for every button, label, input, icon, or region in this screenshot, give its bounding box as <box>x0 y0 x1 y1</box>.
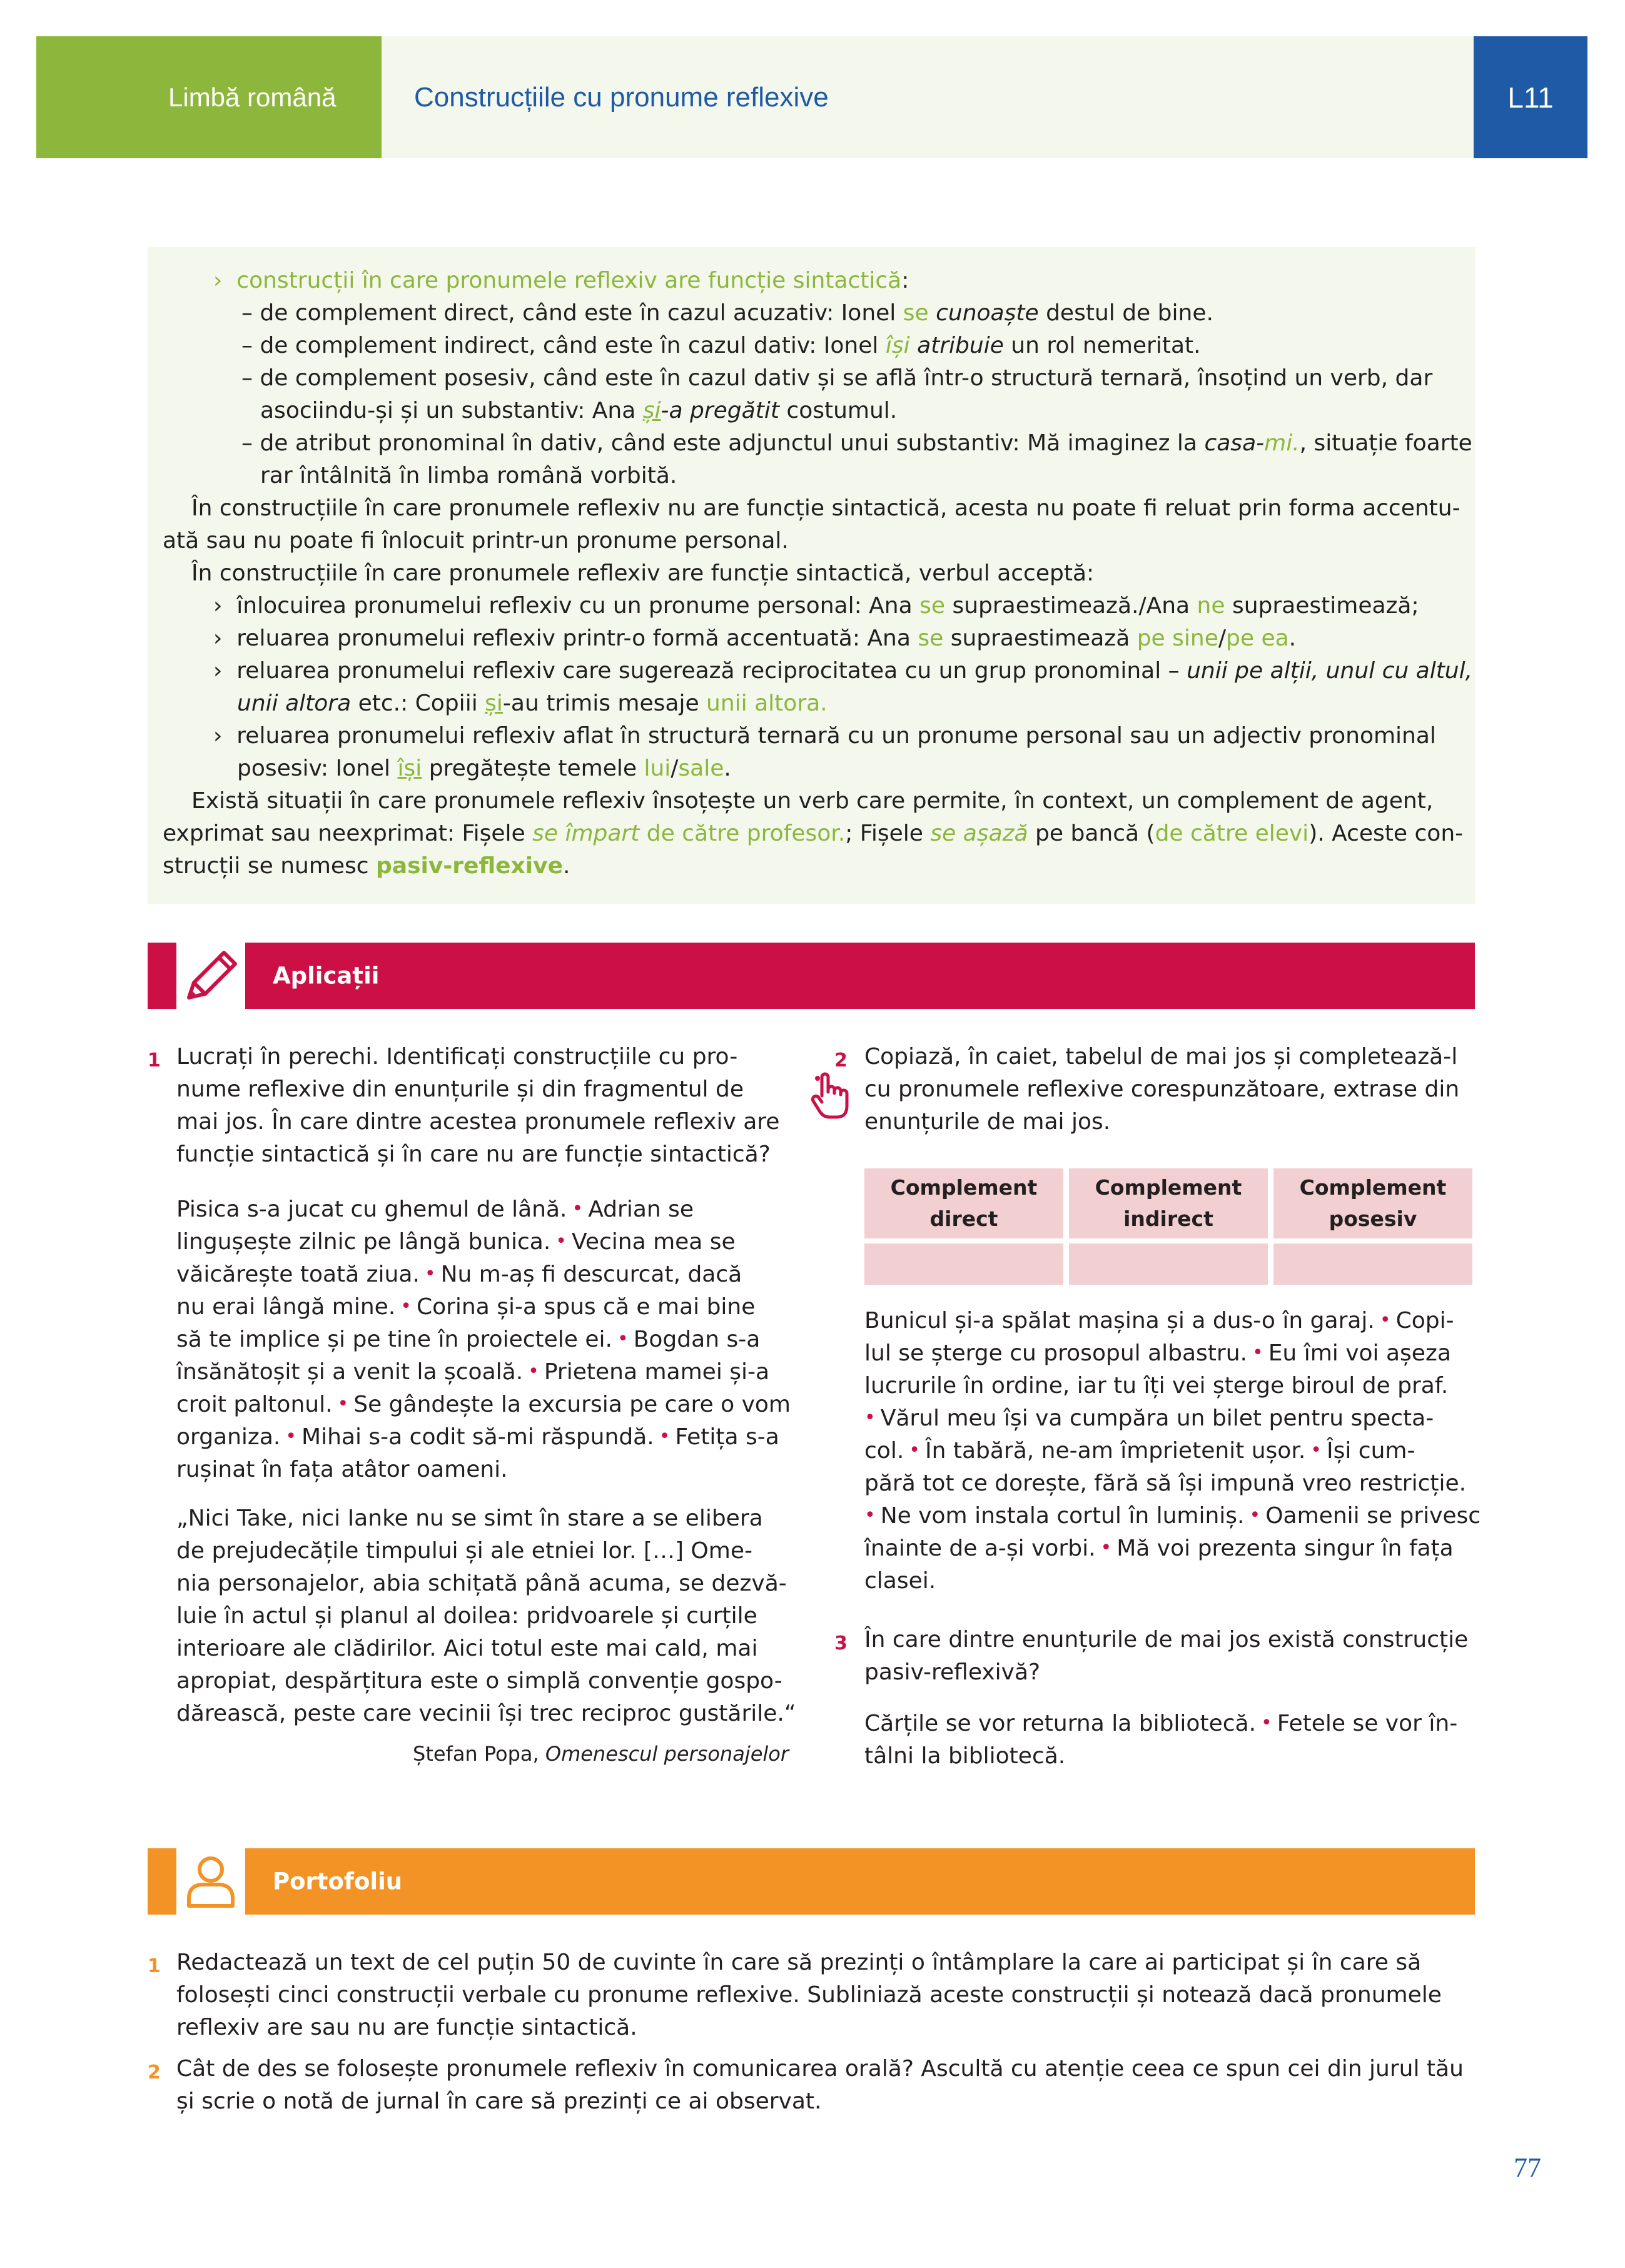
portofoliu-line: Cât de des se folosește pronumele reflexiv în comunicarea orală? Ascultă cu atenție ceea ce spun cei din jurul tău <box>176 2056 1464 2082</box>
theory-line: – de complement direct, când este în cazul acuzativ: Ionel se cunoaște destul de bine. <box>241 300 1213 326</box>
exercise-question-line: funcție sintactică și în care nu are funcție sintactică? <box>176 1142 771 1167</box>
theory-line: posesiv: Ionel își pregătește temele lui/sale. <box>237 756 731 781</box>
theory-box <box>148 247 1475 904</box>
portofoliu-line: folosești cinci construcții verbale cu pronume reflexive. Subliniază aceste construcții și notează dacă pronumele <box>176 1982 1442 2008</box>
theory-line: – de complement posesiv, când este în cazul dativ și se află într-o structură ternară, însoțind un verb, dar <box>241 365 1433 391</box>
quote-line: luie în actul și planul al doilea: pridvoarele și curțile <box>176 1603 757 1629</box>
exercise-number: 2 <box>834 1050 848 1071</box>
sentence-line: clasei. <box>864 1568 936 1594</box>
sentence-line: să te implice și pe tine în proiectele ei. • Bogdan s-a <box>176 1327 761 1352</box>
exercise-question-line: În care dintre enunțurile de mai jos există construcție <box>864 1627 1469 1653</box>
lesson-code: L11 <box>1507 81 1554 114</box>
table-cell <box>864 1243 1063 1285</box>
subject-tab <box>36 36 382 158</box>
sentence-line: col. • În tabără, ne-am împrietenit ușor. • Își cum- <box>864 1438 1415 1464</box>
aplicatii-section-header <box>148 943 1475 1009</box>
theory-line: › reluarea pronumelui reflexiv care sugerează reciprocitatea cu un grup pronominal – unii pe alții, unul cu altul, <box>213 658 1473 684</box>
quote-line: nia personajelor, abia schițată până acuma, se dezvă- <box>176 1571 787 1596</box>
table-cell <box>1273 1243 1472 1285</box>
exercise-question-line: cu pronumele reflexive corespunzătoare, extrase din <box>864 1076 1460 1102</box>
portofoliu-title: Portofoliu <box>273 1868 403 1895</box>
sentence-line: nu erai lângă mine. • Corina și-a spus că e mai bine <box>176 1294 756 1320</box>
table-header: Complement indirect <box>1069 1168 1268 1238</box>
sentence-line: Cărțile se vor returna la bibliotecă. • Fetele se vor în- <box>864 1711 1458 1736</box>
pencil-icon <box>176 943 245 1009</box>
theory-line: În construcțiile în care pronumele reflexiv nu are funcție sintactică, acesta nu poate fi reluat prin forma accentu- <box>191 495 1460 521</box>
portofoliu-number: 2 <box>148 2062 161 2083</box>
exercise-question-line: mai jos. În care dintre acestea pronumele reflexiv are <box>176 1109 780 1135</box>
table-header: Complement posesiv <box>1273 1168 1472 1238</box>
table-cell <box>1069 1243 1268 1285</box>
quote-line: apropiat, despărțitura este o simplă convenție gospo- <box>176 1668 782 1694</box>
table-header: Complement direct <box>864 1168 1063 1238</box>
theory-line: În construcțiile în care pronumele reflexiv are funcție sintactică, verbul acceptă: <box>191 560 1095 586</box>
theory-line: › reluarea pronumelui reflexiv aflat în structură ternară cu un pronume personal sau un adjectiv pronominal <box>213 723 1436 749</box>
sentence-line: rușinat în fața atâtor oameni. <box>176 1457 508 1482</box>
sentence-line: însănătoșit și a venit la școală. • Prietena mamei și-a <box>176 1359 770 1385</box>
sentence-line: tâlni la bibliotecă. <box>864 1743 1066 1769</box>
sentence-line: • Vărul meu își va cumpăra un bilet pentru specta- <box>864 1405 1434 1431</box>
sentence-line: Pisica s-a jucat cu ghemul de lână. • Adrian se <box>176 1197 694 1222</box>
hand-pointer-icon <box>808 1071 852 1121</box>
sentence-line: lingușește zilnic pe lângă bunica. • Vecina mea se <box>176 1229 736 1255</box>
theory-line: – de atribut pronominal în dativ, când este adjunctul unui substantiv: Mă imaginez la casa-mi., situație foarte <box>241 430 1472 456</box>
exercise-question-line: nume reflexive din enunțurile și din fragmentul de <box>176 1076 744 1102</box>
quote-line: „Nici Take, nici Ianke nu se simt în stare a se elibera <box>176 1506 763 1531</box>
page-number: 77 <box>1514 2152 1541 2183</box>
theory-line: – de complement indirect, când este în cazul dativ: Ionel își atribuie un rol nemeritat. <box>241 333 1201 358</box>
theory-line: strucții se numesc pasiv-reflexive. <box>163 853 570 879</box>
theory-line: › construcții în care pronumele reflexiv are funcție sintactică: <box>213 268 909 293</box>
page-header <box>36 36 1587 158</box>
subject-label: Limbă română <box>168 83 337 112</box>
exercise-question-line: Lucrați în perechi. Identificați construcțiile cu pro- <box>176 1044 738 1070</box>
sentence-line: croit paltonul. • Se gândește la excursia pe care o vom <box>176 1392 791 1417</box>
sentence-line: pără tot ce dorește, fără să își impună vreo restricție. <box>864 1471 1467 1496</box>
theory-line: Există situații în care pronumele reflexiv însoțește un verb care permite, în context, un complement de agent, <box>191 788 1434 814</box>
exercise-question-line: Copiază, în caiet, tabelul de mai jos și completează-l <box>864 1044 1458 1070</box>
theory-line: unii altora etc.: Copiii și-au trimis mesaje unii altora. <box>237 691 828 716</box>
portofoliu-line: Redactează un text de cel puțin 50 de cuvinte în care să prezinți o întâmplare la care ai participat și în care să <box>176 1950 1422 1975</box>
quote-line: de prejudecățile timpului și ale etniei lor. […] Ome- <box>176 1538 752 1564</box>
lesson-title: Construcțiile cu pronume reflexive <box>414 82 829 113</box>
theory-line: › reluarea pronumelui reflexiv printr-o formă accentuată: Ana se supraestimează pe sine/pe ea. <box>213 625 1297 651</box>
aplicatii-title: Aplicații <box>273 962 380 990</box>
sentence-line: • Ne vom instala cortul în luminiș. • Oamenii se privesc <box>864 1503 1481 1529</box>
sentence-line: organiza. • Mihai s-a codit să-mi răspundă. • Fetița s-a <box>176 1424 779 1450</box>
exercise-number: 1 <box>148 1050 161 1071</box>
sentence-line: Bunicul și-a spălat mașina și a dus-o în garaj. • Copi- <box>864 1308 1454 1334</box>
sentence-line: lul se șterge cu prosopul albastru. • Eu îmi voi așeza <box>864 1340 1451 1366</box>
lesson-title-bar <box>382 36 1474 158</box>
quote-source: Ștefan Popa, Omenescul personajelor <box>413 1742 789 1766</box>
exercise-question-line: enunțurile de mai jos. <box>864 1109 1111 1135</box>
theory-line: ată sau nu poate fi înlocuit printr-un pronume personal. <box>163 528 789 554</box>
theory-line: exprimat sau neexprimat: Fișele se împart de către profesor.; Fișele se așază pe bancă (de către elevi). Aceste con- <box>163 821 1464 846</box>
sentence-line: înainte de a-și vorbi. • Mă voi prezenta singur în fața <box>864 1536 1454 1561</box>
theory-line: asociindu-și și un substantiv: Ana și-a pregătit costumul. <box>260 398 898 423</box>
user-icon <box>176 1848 245 1915</box>
quote-line: dărească, peste care vecinii își trec reciproc gustările.“ <box>176 1701 796 1726</box>
theory-line: › înlocuirea pronumelui reflexiv cu un pronume personal: Ana se supraestimează./Ana ne supraestimează; <box>213 593 1419 619</box>
lesson-code-tab <box>1474 36 1587 158</box>
quote-line: interioare ale clădirilor. Aici totul este mai cald, mai <box>176 1636 758 1661</box>
portofoliu-number: 1 <box>148 1955 161 1977</box>
portofoliu-line: reflexiv are sau nu are funcție sintactică. <box>176 2015 637 2040</box>
portofoliu-section-header <box>148 1848 1475 1915</box>
exercise-number: 3 <box>834 1633 848 1654</box>
sentence-line: lucrurile în ordine, iar tu îți vei șterge biroul de praf. <box>864 1373 1449 1399</box>
theory-line: rar întâlnită în limba română vorbită. <box>260 463 677 489</box>
portofoliu-line: și scrie o notă de jurnal în care să prezinți ce ai observat. <box>176 2088 822 2114</box>
exercise-question-line: pasiv-reflexivă? <box>864 1659 1041 1685</box>
sentence-line: văicărește toată ziua. • Nu m-aș fi descurcat, dacă <box>176 1262 742 1287</box>
